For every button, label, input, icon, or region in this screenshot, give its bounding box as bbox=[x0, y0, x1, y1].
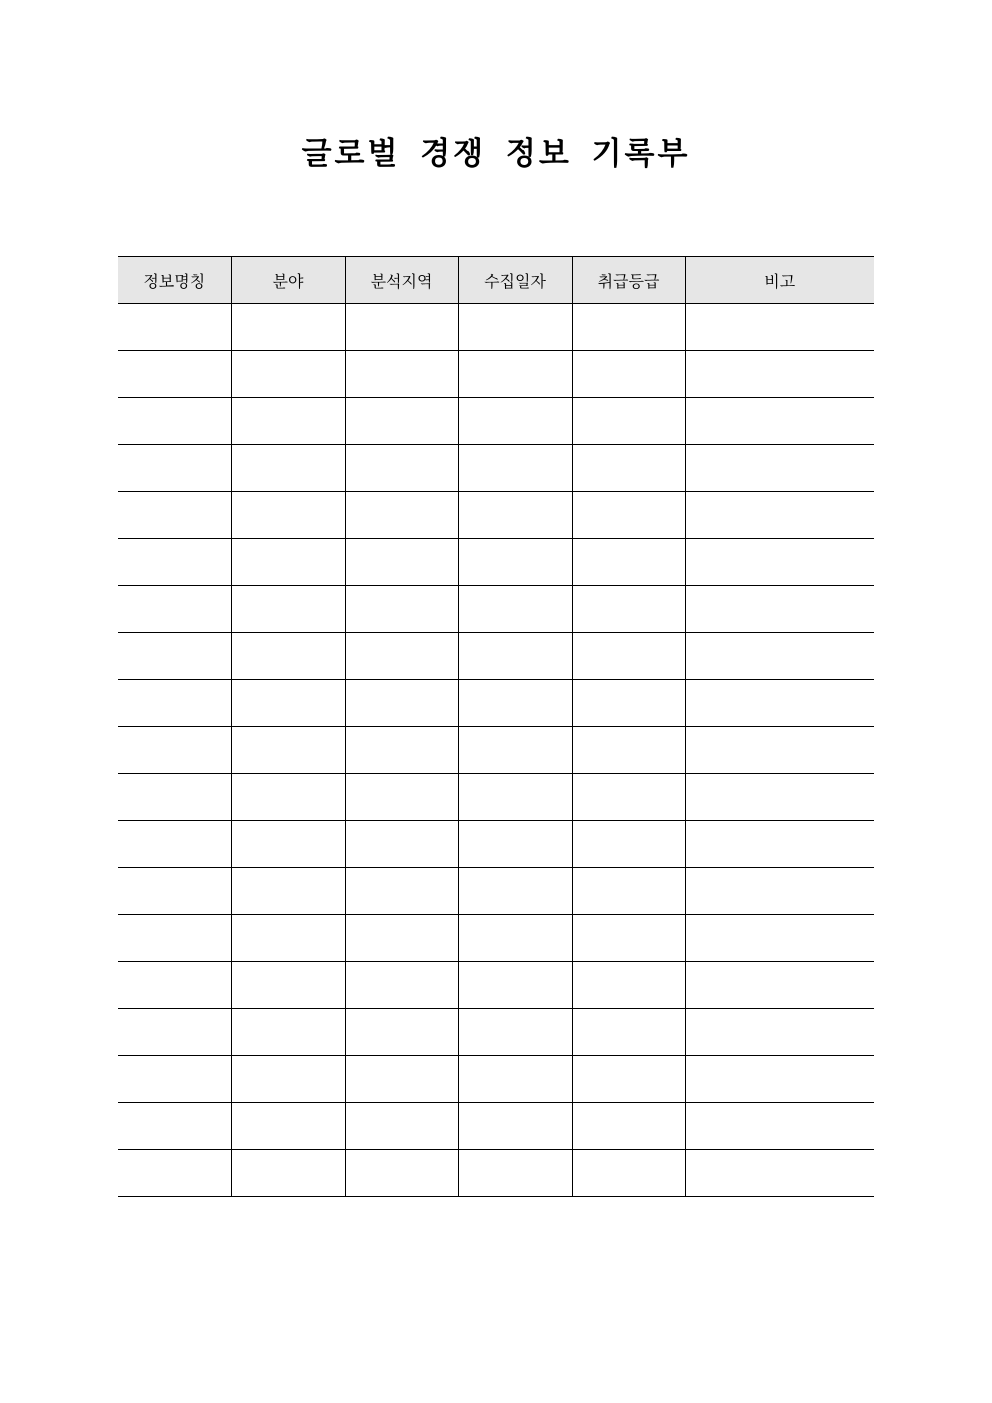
table-cell bbox=[231, 304, 345, 351]
table-cell bbox=[231, 680, 345, 727]
table-cell bbox=[572, 821, 685, 868]
table-cell bbox=[231, 1009, 345, 1056]
table-cell bbox=[231, 1103, 345, 1150]
table-cell bbox=[118, 1150, 231, 1197]
table-cell bbox=[572, 1056, 685, 1103]
table-cell bbox=[685, 304, 874, 351]
table-cell bbox=[231, 962, 345, 1009]
column-header-handling-grade: 취급등급 bbox=[572, 257, 685, 304]
table-cell bbox=[685, 351, 874, 398]
table-cell bbox=[685, 727, 874, 774]
table-row bbox=[118, 633, 874, 680]
table-cell bbox=[231, 868, 345, 915]
table-cell bbox=[685, 962, 874, 1009]
table-row bbox=[118, 304, 874, 351]
table-cell bbox=[458, 727, 572, 774]
table-row bbox=[118, 351, 874, 398]
table-row bbox=[118, 727, 874, 774]
table-row bbox=[118, 868, 874, 915]
table-row bbox=[118, 1150, 874, 1197]
table-row bbox=[118, 915, 874, 962]
table-cell bbox=[231, 633, 345, 680]
table-cell bbox=[572, 1009, 685, 1056]
table-cell bbox=[572, 351, 685, 398]
table-cell bbox=[231, 821, 345, 868]
column-header-remarks: 비고 bbox=[685, 257, 874, 304]
table-cell bbox=[118, 351, 231, 398]
table-cell bbox=[345, 680, 458, 727]
table-cell bbox=[458, 962, 572, 1009]
table-cell bbox=[231, 915, 345, 962]
table-cell bbox=[458, 1009, 572, 1056]
table-cell bbox=[458, 680, 572, 727]
table-cell bbox=[345, 633, 458, 680]
table-cell bbox=[345, 539, 458, 586]
table-cell bbox=[458, 915, 572, 962]
table-row bbox=[118, 1103, 874, 1150]
table-cell bbox=[345, 586, 458, 633]
table-cell bbox=[685, 680, 874, 727]
table-cell bbox=[118, 304, 231, 351]
table-cell bbox=[458, 774, 572, 821]
table-cell bbox=[572, 445, 685, 492]
table-cell bbox=[685, 774, 874, 821]
table-cell bbox=[572, 304, 685, 351]
table-cell bbox=[572, 586, 685, 633]
table-cell bbox=[572, 492, 685, 539]
table-cell bbox=[685, 445, 874, 492]
table-cell bbox=[118, 727, 231, 774]
table-cell bbox=[458, 492, 572, 539]
table-cell bbox=[231, 351, 345, 398]
table-row bbox=[118, 1056, 874, 1103]
table-cell bbox=[118, 445, 231, 492]
table-cell bbox=[345, 727, 458, 774]
table-cell bbox=[685, 539, 874, 586]
table-cell bbox=[458, 1150, 572, 1197]
table-cell bbox=[685, 1150, 874, 1197]
table-cell bbox=[345, 821, 458, 868]
table-cell bbox=[345, 445, 458, 492]
table-cell bbox=[458, 539, 572, 586]
table-cell bbox=[231, 1056, 345, 1103]
table-cell bbox=[572, 398, 685, 445]
table-cell bbox=[458, 1103, 572, 1150]
column-header-collection-date: 수집일자 bbox=[458, 257, 572, 304]
table-cell bbox=[118, 680, 231, 727]
table-row bbox=[118, 821, 874, 868]
table-cell bbox=[685, 633, 874, 680]
table-cell bbox=[345, 868, 458, 915]
table-cell bbox=[345, 1103, 458, 1150]
table-cell bbox=[231, 398, 345, 445]
table-cell bbox=[572, 680, 685, 727]
table-cell bbox=[118, 492, 231, 539]
table-cell bbox=[685, 1009, 874, 1056]
table-cell bbox=[118, 398, 231, 445]
table-cell bbox=[685, 586, 874, 633]
table-cell bbox=[231, 539, 345, 586]
table-cell bbox=[685, 868, 874, 915]
table-row bbox=[118, 774, 874, 821]
table-cell bbox=[231, 727, 345, 774]
table-cell bbox=[685, 1056, 874, 1103]
table-cell bbox=[345, 398, 458, 445]
table-cell bbox=[345, 1056, 458, 1103]
table-cell bbox=[118, 633, 231, 680]
page-title: 글로벌 경쟁 정보 기록부 bbox=[301, 136, 691, 172]
table-cell bbox=[458, 633, 572, 680]
table-cell bbox=[231, 586, 345, 633]
table-cell bbox=[345, 962, 458, 1009]
table-cell bbox=[118, 539, 231, 586]
table-cell bbox=[685, 1103, 874, 1150]
table-cell bbox=[685, 398, 874, 445]
table-cell bbox=[118, 586, 231, 633]
table-cell bbox=[572, 727, 685, 774]
table-cell bbox=[572, 1103, 685, 1150]
table-row bbox=[118, 539, 874, 586]
table-cell bbox=[231, 492, 345, 539]
table-row bbox=[118, 962, 874, 1009]
table-cell bbox=[118, 821, 231, 868]
table-cell bbox=[458, 304, 572, 351]
table-cell bbox=[458, 821, 572, 868]
table-cell bbox=[345, 1009, 458, 1056]
table-cell bbox=[231, 1150, 345, 1197]
table-cell bbox=[118, 1103, 231, 1150]
table-cell bbox=[458, 1056, 572, 1103]
table-cell bbox=[345, 304, 458, 351]
table-cell bbox=[345, 492, 458, 539]
table-cell bbox=[458, 445, 572, 492]
table-cell bbox=[572, 868, 685, 915]
table-body bbox=[118, 304, 874, 1197]
table-cell bbox=[118, 774, 231, 821]
table-row bbox=[118, 445, 874, 492]
table-cell bbox=[458, 351, 572, 398]
table-cell bbox=[345, 774, 458, 821]
table-cell bbox=[458, 586, 572, 633]
table-cell bbox=[685, 821, 874, 868]
table-row bbox=[118, 398, 874, 445]
table-row bbox=[118, 1009, 874, 1056]
table-cell bbox=[231, 774, 345, 821]
table-cell bbox=[458, 398, 572, 445]
table-cell bbox=[345, 351, 458, 398]
table-cell bbox=[572, 962, 685, 1009]
table-cell bbox=[118, 915, 231, 962]
column-header-info-name: 정보명칭 bbox=[118, 257, 231, 304]
table-cell bbox=[345, 1150, 458, 1197]
table-cell bbox=[231, 445, 345, 492]
table-row bbox=[118, 680, 874, 727]
table-cell bbox=[572, 774, 685, 821]
table-cell bbox=[118, 1056, 231, 1103]
table-cell bbox=[685, 915, 874, 962]
table-header-row bbox=[118, 257, 874, 304]
table-cell bbox=[458, 868, 572, 915]
column-header-analysis-region: 분석지역 bbox=[345, 257, 458, 304]
table-cell bbox=[572, 633, 685, 680]
table-cell bbox=[572, 915, 685, 962]
table-cell bbox=[118, 1009, 231, 1056]
table-cell bbox=[118, 868, 231, 915]
table-row bbox=[118, 492, 874, 539]
table-row bbox=[118, 586, 874, 633]
table-cell bbox=[118, 962, 231, 1009]
table-cell bbox=[345, 915, 458, 962]
column-header-field: 분야 bbox=[231, 257, 345, 304]
table-cell bbox=[685, 492, 874, 539]
record-table bbox=[118, 256, 874, 1197]
table-cell bbox=[572, 539, 685, 586]
table-cell bbox=[572, 1150, 685, 1197]
